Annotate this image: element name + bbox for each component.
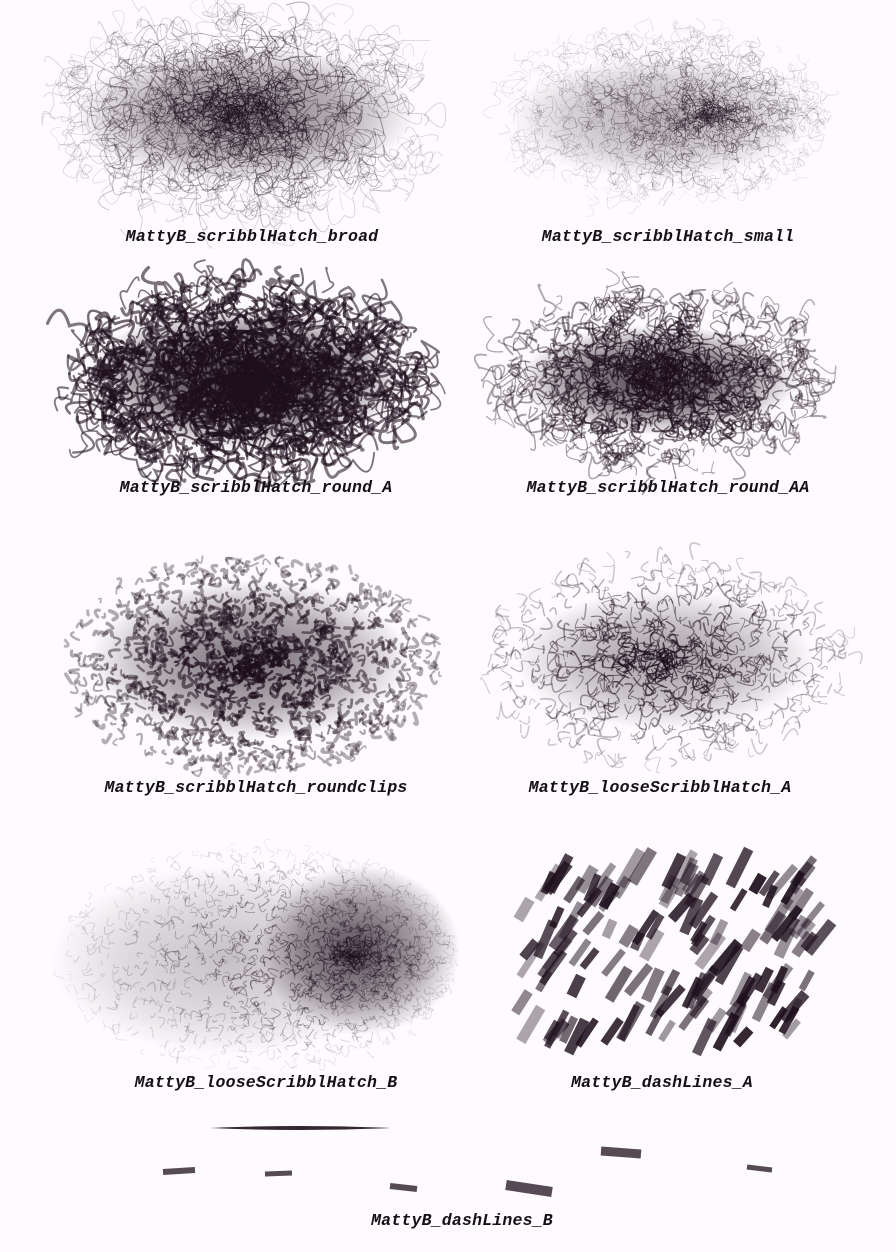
- stroke-dashlines-a: [515, 849, 832, 1054]
- brush-label-scribblhatch-roundclips: MattyB_scribblHatch_roundclips: [104, 778, 408, 797]
- stroke-scribblhatch-roundclips: [65, 556, 441, 777]
- brush-label-scribblhatch-round-a: MattyB_scribblHatch_round_A: [119, 478, 393, 497]
- stroke-scribblhatch-small: [483, 18, 838, 216]
- brush-label-scribblhatch-round-aa: MattyB_scribblHatch_round_AA: [526, 478, 810, 497]
- brush-label-scribblhatch-broad: MattyB_scribblHatch_broad: [125, 227, 379, 246]
- stroke-scribblhatch-round-aa: [475, 269, 836, 494]
- stroke-loose-scribblhatch-a: [481, 543, 862, 773]
- brush-label-loose-scribblhatch-a: MattyB_looseScribblHatch_A: [528, 778, 792, 797]
- stroke-loose-scribblhatch-b: [50, 840, 460, 1072]
- brush-label-dashlines-b: MattyB_dashLines_B: [371, 1211, 553, 1230]
- stroke-scribblhatch-round-a: [48, 259, 446, 488]
- brush-label-scribblhatch-small: MattyB_scribblHatch_small: [541, 227, 795, 246]
- stroke-scribblhatch-broad: [42, 0, 446, 248]
- stroke-dashlines-b: [163, 1126, 772, 1192]
- brush-label-dashlines-a: MattyB_dashLines_A: [571, 1073, 753, 1092]
- brush-label-loose-scribblhatch-b: MattyB_looseScribblHatch_B: [134, 1073, 398, 1092]
